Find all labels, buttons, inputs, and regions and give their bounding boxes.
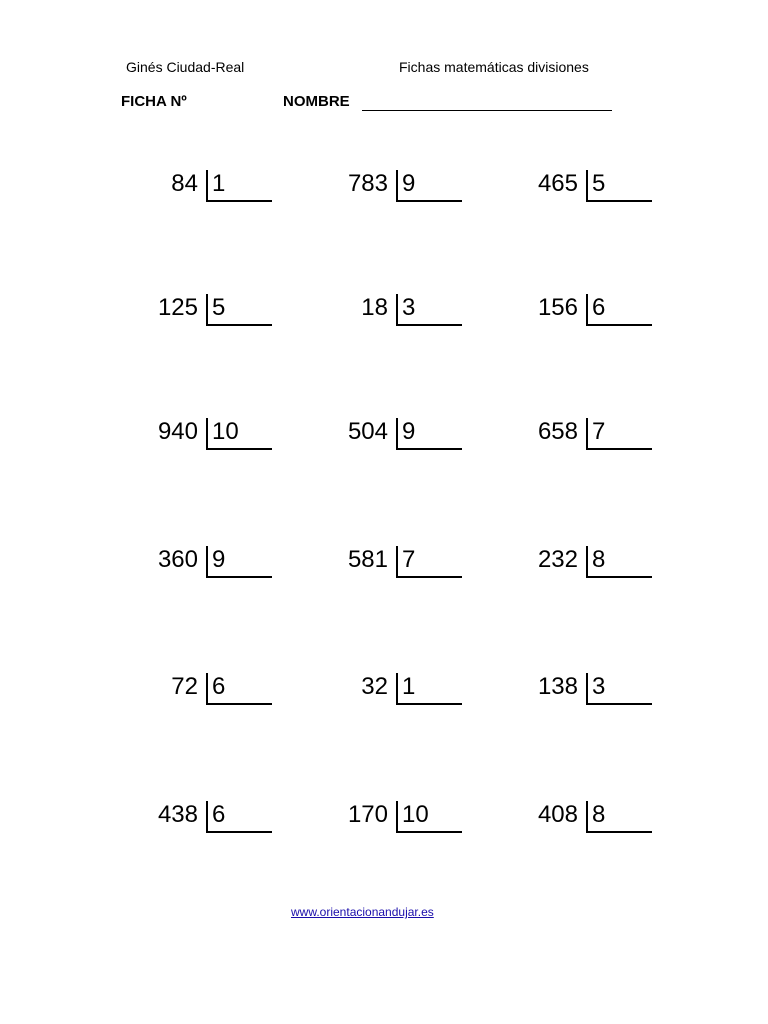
dividend: 465: [537, 170, 578, 197]
dividend: 783: [347, 170, 388, 197]
divisor: 7: [402, 546, 416, 573]
dividend: 504: [347, 418, 388, 445]
dividend: 408: [537, 801, 578, 828]
dividend: 232: [537, 546, 578, 573]
division-problem: [136, 170, 336, 210]
division-problem: [516, 546, 716, 586]
divisor: 10: [402, 801, 429, 828]
divisor: 9: [402, 170, 416, 197]
division-problem: [326, 170, 526, 210]
division-problem: [136, 546, 336, 586]
divisor: 3: [592, 673, 606, 700]
divisor: 1: [212, 170, 226, 197]
dividend: 940: [157, 418, 198, 445]
divisor: 6: [592, 294, 606, 321]
nombre-underline: [362, 110, 612, 111]
divisor: 3: [402, 294, 416, 321]
dividend: 138: [537, 673, 578, 700]
divisor: 7: [592, 418, 606, 445]
dividend: 125: [157, 294, 198, 321]
dividend: 438: [157, 801, 198, 828]
divisor: 8: [592, 801, 606, 828]
ficha-label: FICHA Nº: [121, 93, 187, 110]
division-problem: [516, 170, 716, 210]
divisor: 8: [592, 546, 606, 573]
division-problem: [516, 801, 716, 841]
dividend: 18: [361, 294, 388, 321]
dividend: 32: [361, 673, 388, 700]
nombre-label: NOMBRE: [283, 93, 350, 110]
dividend: 84: [171, 170, 198, 197]
division-problem: [326, 673, 526, 713]
division-problem: [516, 673, 716, 713]
divisor: 9: [402, 418, 416, 445]
dividend: 156: [537, 294, 578, 321]
footer-link[interactable]: www.orientacionandujar.es: [291, 905, 434, 919]
dividend: 581: [347, 546, 388, 573]
division-problem: [326, 294, 526, 334]
divisor: 6: [212, 801, 226, 828]
divisor: 1: [402, 673, 416, 700]
divisor: 5: [212, 294, 226, 321]
header-title: Fichas matemáticas divisiones: [399, 59, 589, 75]
division-problem: [136, 294, 336, 334]
header-author: Ginés Ciudad-Real: [126, 59, 245, 75]
divisor: 10: [212, 418, 239, 445]
dividend: 170: [347, 801, 388, 828]
division-problem: [516, 418, 716, 458]
divisor: 9: [212, 546, 226, 573]
division-problem: [136, 673, 336, 713]
dividend: 658: [537, 418, 578, 445]
dividend: 72: [171, 673, 198, 700]
divisor: 5: [592, 170, 606, 197]
division-problem: [326, 801, 526, 841]
division-problem: [326, 546, 526, 586]
division-problem: [136, 418, 336, 458]
division-problem: [516, 294, 716, 334]
division-problem: [136, 801, 336, 841]
divisor: 6: [212, 673, 226, 700]
dividend: 360: [157, 546, 198, 573]
division-problem: [326, 418, 526, 458]
